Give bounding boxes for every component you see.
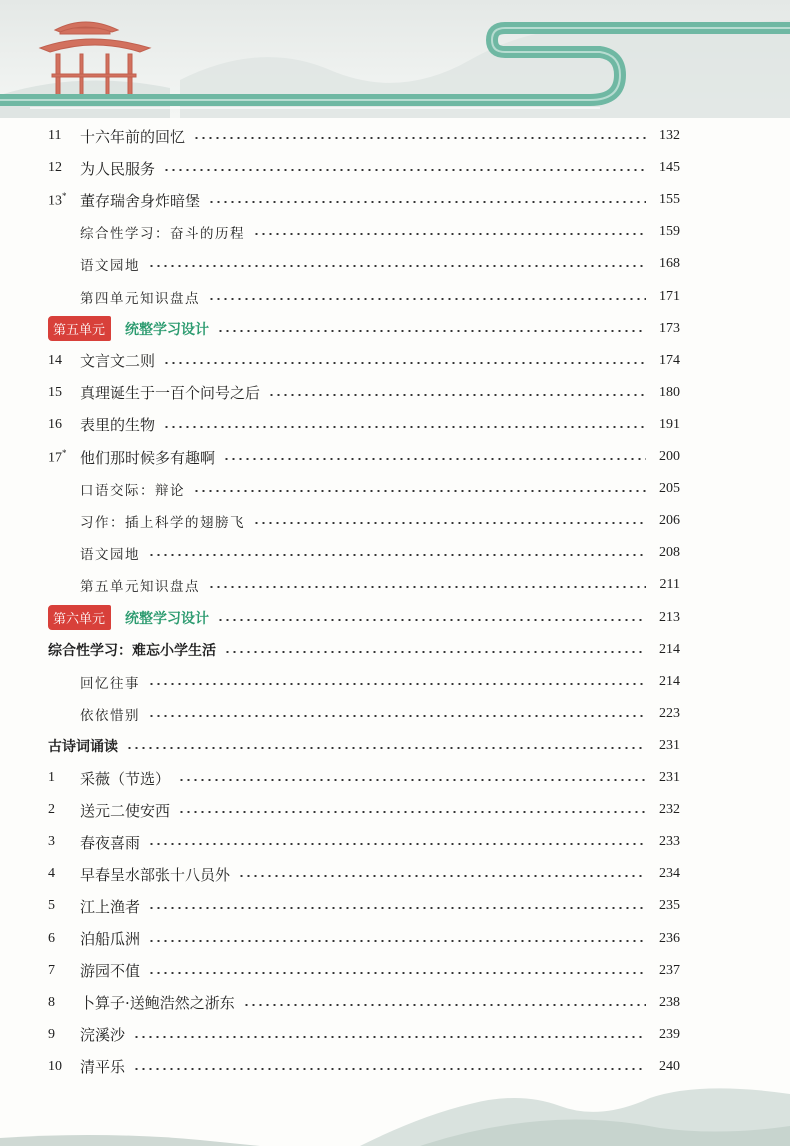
toc-entry[interactable] xyxy=(48,955,680,987)
page-number: 173 xyxy=(659,320,680,336)
entry-title: 十六年前的回忆 xyxy=(80,127,186,146)
dot-leader xyxy=(126,747,646,749)
page-number: 214 xyxy=(659,641,680,657)
entry-title: 春夜喜雨 xyxy=(80,833,141,852)
entry-title: 为人民服务 xyxy=(80,159,156,178)
lesson-number: 15 xyxy=(48,384,62,400)
toc-entry[interactable] xyxy=(80,698,680,730)
dot-leader xyxy=(148,907,646,909)
lesson-number: 14 xyxy=(48,352,62,368)
page-number: 168 xyxy=(659,256,680,272)
page-number: 155 xyxy=(659,192,680,208)
page-number: 213 xyxy=(659,609,680,625)
dot-leader xyxy=(178,811,646,813)
toc-entry[interactable] xyxy=(80,569,680,601)
page-number: 145 xyxy=(659,160,680,176)
page-number: 233 xyxy=(659,834,680,850)
lesson-number: 13* xyxy=(48,190,67,209)
mountain-illustration xyxy=(0,1076,790,1146)
lesson-number: 10 xyxy=(48,1058,62,1074)
dot-leader xyxy=(148,554,646,556)
dot-leader xyxy=(223,458,646,460)
toc-entry[interactable] xyxy=(48,409,680,441)
toc-entry[interactable] xyxy=(48,313,680,345)
entry-title: 他们那时候多有趣啊 xyxy=(80,448,216,467)
lesson-number: 16 xyxy=(48,416,62,432)
entry-title: 综合性学习：奋斗的历程 xyxy=(80,226,245,243)
dot-leader xyxy=(133,1068,646,1070)
page-number: 237 xyxy=(659,962,680,978)
dot-leader xyxy=(253,233,646,235)
dot-leader xyxy=(208,586,646,588)
header-decoration xyxy=(0,0,790,118)
entry-title: 表里的生物 xyxy=(80,416,156,435)
dot-leader xyxy=(148,940,646,942)
page-number: 223 xyxy=(659,705,680,721)
page-number: 232 xyxy=(659,802,680,818)
page-number: 231 xyxy=(659,770,680,785)
dot-leader xyxy=(217,330,646,332)
page-number: 208 xyxy=(659,545,680,561)
dot-leader xyxy=(268,394,646,396)
page-number: 236 xyxy=(659,930,680,946)
toc-entry[interactable] xyxy=(80,505,680,537)
dot-leader xyxy=(148,972,646,974)
toc-entry[interactable] xyxy=(48,441,680,473)
dot-leader xyxy=(208,201,646,203)
dot-leader xyxy=(243,1004,646,1006)
unit-title: 统整学习设计 xyxy=(125,610,210,627)
toc-entry[interactable] xyxy=(48,120,680,152)
page-number: 200 xyxy=(659,449,680,464)
entry-title: 送元二使安西 xyxy=(80,801,171,820)
page-number: 239 xyxy=(659,1026,680,1042)
lesson-number: 5 xyxy=(48,898,55,914)
toc-entry[interactable] xyxy=(48,1019,680,1051)
pavilion-illustration xyxy=(0,0,790,118)
toc-entry[interactable] xyxy=(48,987,680,1019)
entry-title: 语文园地 xyxy=(80,258,140,275)
entry-title: 清平乐 xyxy=(80,1058,126,1077)
unit-badge: 第五单元 xyxy=(48,316,111,341)
entry-title: 江上渔者 xyxy=(80,897,141,916)
optional-lesson-star: * xyxy=(62,190,67,201)
toc-entry[interactable] xyxy=(48,923,680,955)
toc-entry[interactable] xyxy=(48,794,680,826)
lesson-number: 7 xyxy=(48,962,55,978)
page-number: 132 xyxy=(659,128,680,143)
dot-leader xyxy=(193,137,646,139)
toc-entry[interactable] xyxy=(80,666,680,698)
page-number: 235 xyxy=(659,898,680,914)
entry-title: 采薇（节选） xyxy=(80,769,171,788)
page-number: 211 xyxy=(659,577,680,593)
footer-decoration xyxy=(0,1076,790,1146)
entry-title: 综合性学习：难忘小学生活 xyxy=(48,642,216,659)
dot-leader xyxy=(148,265,646,267)
lesson-number: 2 xyxy=(48,802,55,818)
toc-entry[interactable] xyxy=(48,858,680,890)
toc-entry[interactable] xyxy=(80,537,680,569)
lesson-number: 6 xyxy=(48,930,55,946)
dot-leader xyxy=(178,779,646,781)
page-number: 206 xyxy=(659,513,680,529)
dot-leader xyxy=(238,875,646,877)
lesson-number: 3 xyxy=(48,834,55,850)
toc-entry[interactable] xyxy=(48,184,680,216)
toc-entry[interactable] xyxy=(48,730,680,762)
lesson-number: 17* xyxy=(48,447,67,466)
toc-entry[interactable] xyxy=(80,248,680,280)
entry-title: 游园不值 xyxy=(80,962,141,981)
optional-lesson-star: * xyxy=(62,447,67,458)
entry-title: 真理诞生于一百个问号之后 xyxy=(80,384,261,403)
unit-title: 统整学习设计 xyxy=(125,321,210,338)
entry-title: 习作：插上科学的翅膀飞 xyxy=(80,515,245,532)
entry-title: 回忆往事 xyxy=(80,675,140,692)
entry-title: 董存瑞舍身炸暗堡 xyxy=(80,191,201,210)
lesson-number: 8 xyxy=(48,994,55,1010)
toc-entry[interactable] xyxy=(80,473,680,505)
entry-title: 第四单元知识盘点 xyxy=(80,290,200,307)
entry-title: 依依惜别 xyxy=(80,707,140,724)
dot-leader xyxy=(148,683,646,685)
toc-entry[interactable] xyxy=(80,216,680,248)
toc-entry[interactable] xyxy=(48,602,680,634)
page-number: 238 xyxy=(659,994,680,1010)
toc-entry[interactable] xyxy=(48,826,680,858)
page-number: 159 xyxy=(659,224,680,240)
lesson-number: 1 xyxy=(48,770,55,785)
toc-entry[interactable] xyxy=(80,281,680,313)
toc-entry[interactable] xyxy=(48,377,680,409)
page-number: 174 xyxy=(659,352,680,368)
dot-leader xyxy=(148,843,646,845)
lesson-number: 9 xyxy=(48,1026,55,1042)
dot-leader xyxy=(217,619,646,621)
toc-entry[interactable] xyxy=(48,345,680,377)
dot-leader xyxy=(163,169,646,171)
page-number: 240 xyxy=(659,1058,680,1074)
page-number: 234 xyxy=(659,866,680,882)
dot-leader xyxy=(253,522,646,524)
unit-badge: 第六单元 xyxy=(48,605,111,630)
page-number: 214 xyxy=(659,673,680,689)
entry-title: 语文园地 xyxy=(80,547,140,564)
dot-leader xyxy=(148,715,646,717)
toc-entry[interactable] xyxy=(48,152,680,184)
dot-leader xyxy=(163,362,646,364)
entry-title: 早春呈水部张十八员外 xyxy=(80,865,231,884)
toc-entry[interactable] xyxy=(48,634,680,666)
toc-entry[interactable] xyxy=(48,890,680,922)
lesson-number: 11 xyxy=(48,128,62,143)
entry-title: 泊船瓜洲 xyxy=(80,930,141,948)
page-number: 171 xyxy=(659,288,680,304)
page-number: 191 xyxy=(659,416,680,432)
dot-leader xyxy=(224,651,646,653)
entry-title: 浣溪沙 xyxy=(80,1026,126,1045)
page-number: 180 xyxy=(659,384,680,400)
page-number: 231 xyxy=(659,737,680,753)
dot-leader xyxy=(193,490,646,492)
lesson-number: 12 xyxy=(48,160,62,176)
entry-title: 口语交际：辩论 xyxy=(80,483,185,500)
dot-leader xyxy=(133,1036,646,1038)
entry-title: 文言文二则 xyxy=(80,352,156,371)
lesson-number: 4 xyxy=(48,866,55,882)
dot-leader xyxy=(208,298,646,300)
entry-title: 古诗词诵读 xyxy=(48,738,118,755)
toc-entry[interactable] xyxy=(48,762,680,794)
dot-leader xyxy=(163,426,646,428)
page-number: 205 xyxy=(659,481,680,497)
entry-title: 第五单元知识盘点 xyxy=(80,579,200,596)
entry-title: 卜算子·送鲍浩然之浙东 xyxy=(80,994,235,1013)
